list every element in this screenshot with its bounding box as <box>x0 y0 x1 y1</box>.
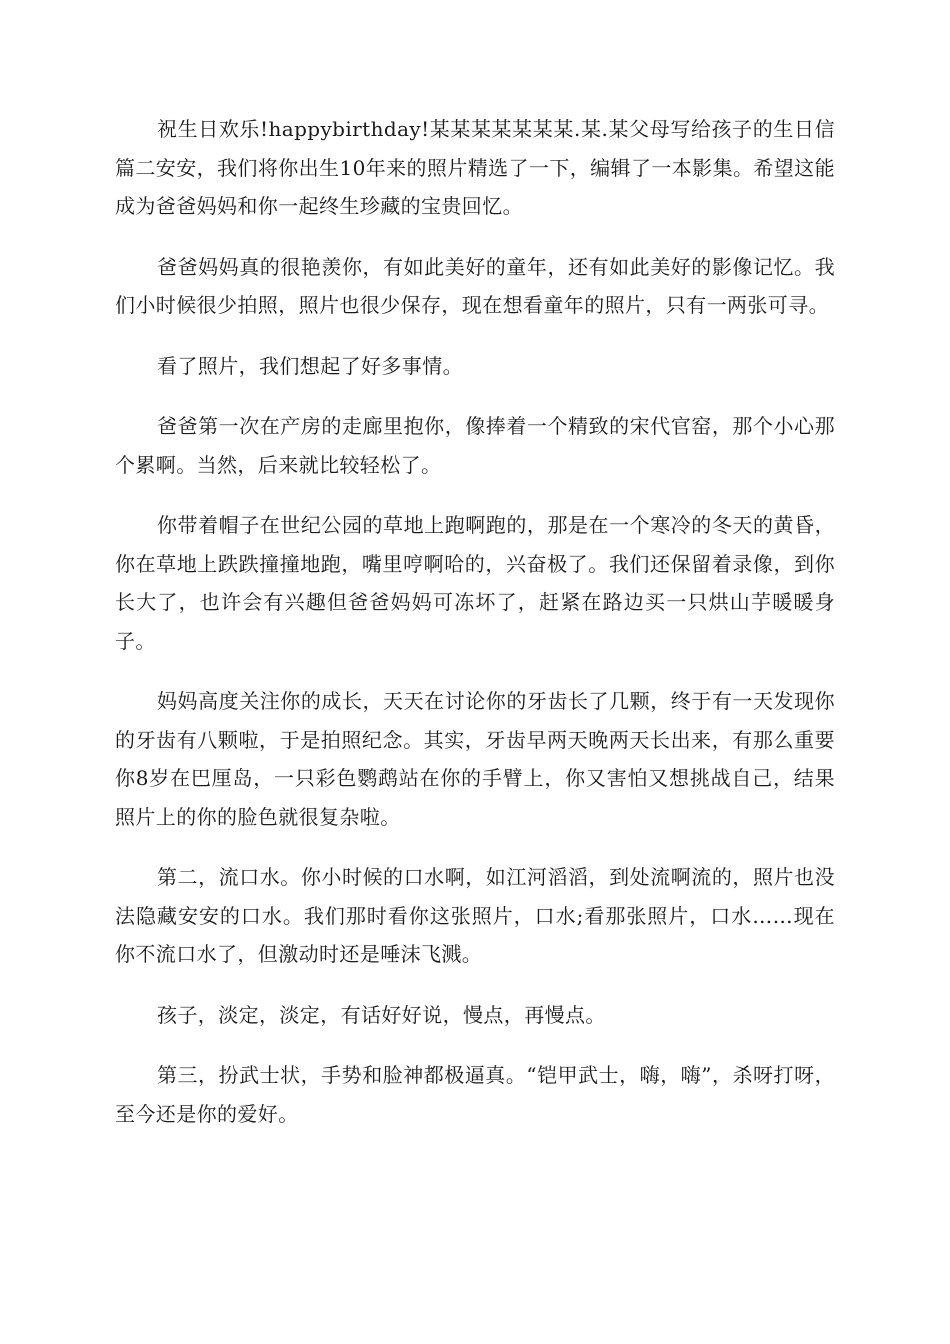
paragraph: 爸爸妈妈真的很艳羡你，有如此美好的童年，还有如此美好的影像记忆。我们小时候很少拍照，照片也很少保存，现在想看童年的照片，只有一两张可寻。 <box>115 254 835 317</box>
paragraph: 祝生日欢乐!happybirthday!某某某某某某某.某.某父母写给孩子的生日信篇二安安，我们将你出生10年来的照片精选了一下，编辑了一本影集。希望这能成为爸爸妈妈和你一起终生珍藏的宝贵回忆。 <box>115 117 835 218</box>
paragraph: 看了照片，我们想起了好多事情。 <box>157 353 463 378</box>
paragraph: 你带着帽子在世纪公园的草地上跑啊跑的，那是在一个寒冷的冬天的黄昏，你在草地上跌跌撞撞地跑，嘴里哼啊哈的，兴奋极了。我们还保留着录像，到你长大了，也许会有兴趣但爸爸妈妈可冻坏了，赶紧在路边买一只烘山芋暖暖身子。 <box>115 513 835 653</box>
paragraph: 第二，流口水。你小时候的口水啊，如江河滔滔，到处流啊流的，照片也没法隐藏安安的口水。我们那时看你这张照片，口水;看那张照片，口水……现在你不流口水了，但激动时还是唾沫飞溅。 <box>115 865 835 966</box>
paragraph: 孩子，淡定，淡定，有话好好说，慢点，再慢点。 <box>157 1002 606 1027</box>
paragraph: 爸爸第一次在产房的走廊里抱你，像捧着一个精致的宋代官窑，那个小心那个累啊。当然，后来就比较轻松了。 <box>115 414 835 477</box>
paragraph: 妈妈高度关注你的成长，天天在讨论你的牙齿长了几颗，终于有一天发现你的牙齿有八颗啦，于是拍照纪念。其实，牙齿早两天晚两天长出来，有那么重要你8岁在巴厘岛，一只彩色鹦鹉站在你的手臂上，你又害怕又想挑战自己，结果照片上的你的脸色就很复杂啦。 <box>115 689 835 829</box>
paragraph: 第三，扮武士状，手势和脸神都极逼真。“铠甲武士，嗨，嗨”，杀呀打呀，至今还是你的爱好。 <box>115 1063 835 1126</box>
document-body <box>115 110 835 1155</box>
